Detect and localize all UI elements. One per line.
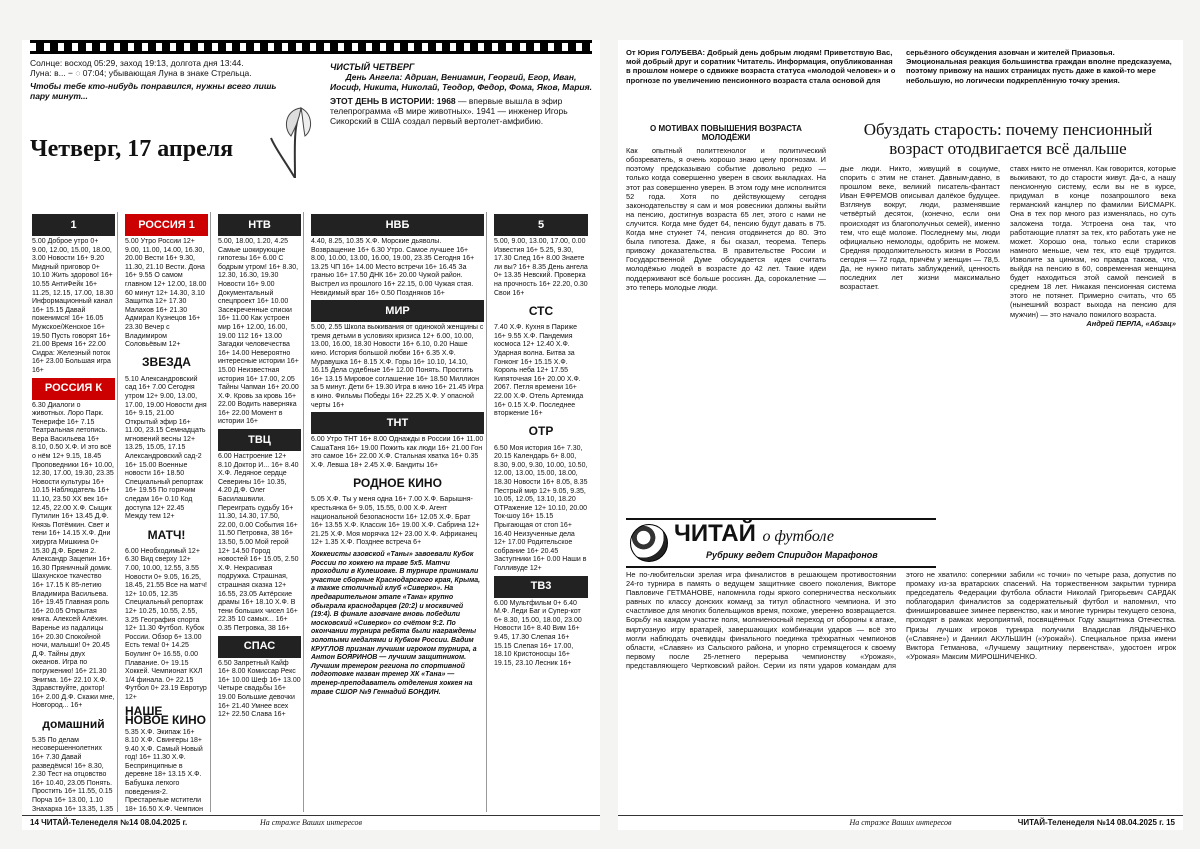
zvezda-logo: ЗВЕЗДА	[142, 355, 191, 370]
nashe-kino-logo: НАШЕ НОВОЕ КИНО	[125, 703, 206, 727]
nashe-kino-schedule: 5.35 Х.Ф. Экипаж 16+ 8.10 Х.Ф. Свингеры 18+ 9.40 Х.Ф. Самый Новый год! 16+ 11.30 Х.Ф. Беспринципные в деревне 18+ 13.15 Х.Ф. Бабушка легкого поведения-2. Престарелые мстители 18+ 16.50 Х.Ф. Чемпион	[125, 728, 203, 812]
pension-article	[626, 120, 1176, 520]
tv-grid	[30, 212, 592, 814]
rubric-chitai: ЧИТАЙ	[674, 520, 756, 547]
tvc-logo: ТВЦ	[218, 429, 301, 451]
tnt-schedule: 6.00 Утро ТНТ 16+ 8.00 Однажды в России 16+ 11.00 СашаТаня 16+ 19.00 Пожить как люди 16+ 21.00 Гон это самое 16+ 22.00 Х.Ф. Стальная хватка 16+ 0.35 Х.Ф. Левша 18+ 2.45 Х.Ф. Бандиты 16+	[311, 436, 484, 469]
article-column-1-text: Как опытный политтехнолог и политический обозреватель, я очень хорошо знаю цену прогнозам. И поэтому предсказываю событие довольно редко — только когда совершенно уверен в своих выкладках. На этот раз совершенно уверен. В этом году мне исполнится 52 года. Хотя по действующему сегодня законодательству я сам и моя ровесники должны выйти на пенсию, достигнув возраста 65 лет, этого с нами не случится. Когда мне будет 64, пенсию будут давать в 75. Когда мне стукнет 74, пенсия отодвинется до 80. Это была гипотеза. Даже, я бы сказал, теорема. Теперь привожу доказательства. В правительстве России и Государственной Думе обсуждается идея считать молодёжью людей в возрасте до 42 лет. Такие идеи поддерживают всё больше россиян. Да, сорокалетние — это теперь молодые люди.	[626, 146, 826, 292]
article-column-3	[1010, 164, 1176, 520]
zvezda-schedule: 5.10 Александровский сад 16+ 7.00 Сегодня утром 12+ 9.00, 13.00, 17.00, 19.00 Новости дня 16+ 9.15, 21.00 Открытый эфир 16+ 11.00, 23.15 Семнадцать мгновений весны 12+ 13.25, 15.05, 17.15 Александровский сад-2 16+ 15.00 Военные новости 16+ 18.50 Специальный репортаж 16+ 19.55 По горячим следам 16+ 0.10 Код доступа 12+ 22.45 Между тем 12+	[125, 375, 207, 521]
history-block	[330, 96, 592, 126]
russia-k-logo: РОССИЯ К	[32, 378, 115, 400]
rodnoe-kino-logo: РОДНОЕ КИНО	[353, 476, 442, 491]
ntv-logo: НТВ	[218, 214, 301, 236]
sts-schedule: 7.40 Х.Ф. Кухня в Париже 16+ 9.55 Х.Ф. Пандемия космоса 12+ 12.40 Х.Ф. Ударная волна. Битва за Гонконг 16+ 15.15 Х.Ф. Король неба 12+ 17.55 Кипяточная 16+ 20.00 Х.Ф. 2067. Петля времени 16+ 22.00 Х.Ф. Отель Артемида 16+ 0.15 Х.Ф. Последнее вторжение 16+	[494, 324, 584, 418]
rubric-title	[674, 520, 834, 548]
sts-logo: СТС	[528, 303, 554, 318]
match-logo: МАТЧ!	[147, 527, 186, 542]
moon-info: Луна: в... − ◌ 07:04; убывающая Луна в знаке Стрельца.	[30, 68, 252, 78]
history-title: ЭТОТ ДЕНЬ В ИСТОРИИ: 1968	[330, 96, 456, 106]
article-signature: Андрей ПЕРЛА, «Абзац»	[1086, 318, 1176, 328]
channel-1-schedule: 5.00 Доброе утро 0+ 9.00, 12.00, 15.00, 18.00, 3.00 Новости 16+ 9.20 Мидный приговор 0+ 10.10 Жить здорово! 16+ 10.55 АнтиФейк 16+ 11.25, 12.15, 17.00, 18.30 Информационный канал 16+ 15.15 Давай поженимся! 16+ 16.05 Мужское/Женское 16+ 19.50 Пусть говорят 16+ 21.00 Время 16+ 22.00 Сидра: Железный поток 16+ 23.00 Большая игра 16+	[32, 238, 114, 374]
article-headline: Обуздать старость: почему пенсионный возраст отодвигается всё дальше	[863, 120, 1153, 158]
tv-column-2	[123, 212, 211, 812]
snowdrop-icon	[265, 78, 325, 178]
film-strip	[30, 40, 592, 54]
astro-info	[30, 58, 280, 101]
article-subtitle: О МОТИВАХ ПОВЫШЕНИЯ ВОЗРАСТА МОЛОДЁЖИ	[650, 124, 802, 143]
sun-info: Солнце: восход 05:29, заход 19:13, долгота дня 13:44.	[30, 58, 244, 68]
article-column-1	[626, 120, 826, 520]
left-slogan: На страже Ваших интересов	[259, 818, 363, 827]
match-schedule: 6.00 Необходимый 12+ 6.30 Вид сверху 12+ 7.00, 10.00, 12.55, 3.55 Новости 0+ 9.05, 16.25, 18.45, 21.55 Все на матч! 12+ 10.05, 12.35 Специальный репортаж 12+ 10.25, 10.55, 2.55, 3.25 География спорта 12+ 11.30 Футбол. Кубок России. Обзор 6+ 13.00 Есть тема! 0+ 14.25 Боулинг 0+ 16.55, 0.00 Плавание. 0+ 19.15 Хоккей. Чемпионат КХЛ 1/4 финала. 0+ 22.15 Футбол 0+ 23.19 Евротур 12+	[125, 547, 207, 701]
tv-column-5	[492, 212, 590, 812]
channel-5-schedule: 5.00, 9.00, 13.00, 17.00, 0.00 Известия 16+ 5.25, 9.30, 17.30 След 16+ 8.00 Знаете ли вы? 16+ 8.35 День ангела 0+ 13.35 Невский. Проверка на прочность 16+ 22.20, 0.30 Свои 16+	[494, 238, 588, 297]
article-column-3-text: ставх никто не отменял. Как говорится, которые выживают, то до старости живут. Да-с, а нашу пенсионную систему, если вы не в курсе, придумал в конце позапрошлого века германский канцлер по фамилии БИСМАРК. Она в тех пор много раз изменялась, но суть заложена тогда. Устроена она так, что работающие платят за тех, кто работать уже не может. Хорошо она, только если стариков намного меньше, чем тех, кто ещё трудится. Изволите за цинизм, но правда такова, что, выйдя на пенсию в 60, современная женщина будет находиться этой самой пенсией в среднем 18 лет. Никакая пенсионная система этого не потянет. Примерно считать, что 65 (нынешний возраст выхода на пенсию для мужчин) — это начало пожилого возраста.	[1010, 164, 1176, 319]
tv-column-4	[309, 212, 487, 812]
spas-schedule: 6.50 Запретный Кайф 16+ 8.00 Комиссар Рекс 16+ 10.00 Шеф 16+ 13.00 Четыре свадьбы 16+ 19.00 Большие девочки 16+ 21.40 Умнее всех 12+ 22.50 Слава 16+	[218, 659, 301, 719]
rubric-subject: о футболе	[762, 528, 834, 545]
tv-column-3	[216, 212, 304, 812]
tvc-schedule: 6.00 Настроение 12+ 8.10 Доктор И... 16+ 8.40 Х.Ф. Ледяное сердце Северины 16+ 10.35, 4.20 Д.Ф. Олег Басилашвили. Переиграть судьбу 16+ 11.30, 14.30, 17.50, 22.00, 0.00 События 16+ 11.50 Петровка, 38 16+ 13.50, 5.00 Мой герой 12+ 14.50 Город новостей 16+ 15.05, 2.50 Х.Ф. Некрасивая подружка. Страшная, страшная сказка 12+ 16.55, 23.05 Актёрские драмы 16+ 18.10 Х.Ф. В тени больших чисел 16+ 22.35 10 самых... 16+ 0.35 Петровка, 38 16+	[218, 453, 299, 632]
angel-day	[330, 62, 592, 126]
channel-1-logo: 1	[32, 214, 115, 236]
right-footer	[618, 815, 1183, 830]
football-icon	[630, 524, 668, 562]
nvb-logo: НВБ	[311, 214, 484, 236]
rubric-author: Рубрику ведет Спиридон Марафонов	[706, 550, 878, 560]
angel-names: День Ангела: Адриан, Вениамин, Георгий, Егор, Иван, Иосиф, Никита, Николай, Теодор, Федор, Фома, Яков, Мария.	[330, 72, 592, 92]
football-article: Не по-любительски зрелая игра финалистов в решающем противостоянии 24-го турнира в память о ведущем защитнике своего поколения, Викторе Павловиче ГЕТМАНОВЕ, напомнила годы яркого соперничества нескольких равных по классу донских команд за титул областного чемпиона. И это счастливое для многих болельщиков время, похоже, уверенно возвращается. Борьбу на каждом участке поля, молниеносный переход от обороны к атаке, виртуозную игру вратарей, завершающих комбинации ударов — всё это могли наблюдать очевидцы финального поединка трёхкратных чемпионов области, «Славян» из Сальского района, и упорно стремящегося к своему первому после 25-летнего перерыва чемпионству «Урожая», представляющего Чертковский район. Серии из пяти ударов командам для этого не хватило: соперники забили «с точки» по четыре раза, допустив по промаху из-за вратарских спасений. На торжественном закрытии турнира председатель Федерации футбола области Николай Григорьевич САРДАК поблагодарил финалистов за содержательный футбол и напомнил, что финишировавшее зимнее первенство, как и многие турниры текущего сезона, проходят в рамках мероприятий, посвящённых Году защитника Отечества. Призы лучших игроков турнира получили Владислав ЛЯДЫЧЕНКО («Славяне») и Даниил АКУЛЬШИН («Урожай»). Специальное приза имени Виктора Гетманова, «Лучшему защитнику первенства», удостоен игрок «Урожая» Максим МИРОШНИЧЕНКО.	[626, 570, 1176, 670]
russia-k-schedule: 6.30 Диалоги о животных. Лоро Парк. Тенерифе 16+ 7.15 Театральная летопись. Вера Васильева 16+ 8.10, 0.50 Х.Ф. И это всё о нём 12+ 9.15, 18.45 Проповедники 16+ 10.00, 12.30, 17.00, 19.30, 23.35 Новости культуры 16+ 10.15 Наблюдатель 16+ 11.10, 23.50 ХХ век 16+ 12.45, 22.00 Х.Ф. Сыщик Путилин 16+ 13.45 Д.Ф. Князь Потёмкин. Свет и тени 16+ 14.15 Х.Ф. Дни хирурга Мишкина 0+ 15.30 Д.Ф. Бремя 2. Александр Зацепин 16+ 16.30 Пряничный домик. Шахунское ткачество 16+ 17.15 К 85-летию Владимира Васильева. 16+ 19.45 Главная роль 16+ 20.05 Открытая книга. Алексей Алёхин. Варенье из падалицы 16+ 20.30 Спокойной ночи, малыши! 0+ 20.45 Д.Ф. Тайны двух океанов. Игра по погружению! 16+ 21.30 Энигма. 16+ 22.10 Х.Ф. Здравствуйте, доктор! 16+ 2.00 Д.Ф. Скажи мне, Новгород... 16+	[32, 401, 115, 710]
right-folio: ЧИТАЙ-Теленеделя №14 08.04.2025 г. 15	[1017, 818, 1175, 827]
right-page	[618, 40, 1183, 830]
daily-quote: Чтобы тебе кто-нибудь понравился, нужны всего лишь пару минут...	[30, 81, 277, 101]
day-title: Четверг, 17 апреля	[30, 136, 234, 162]
editor-intro: От Юрия ГОЛУБЕВА: Добрый день добрым людям! Приветствую Вас, мой добрый друг и соратник Читатель. Информация, опубликованная в прошлом номере о сдвижке возраста статуса «молодой человек» и о прогнозе по увеличению пенсионного возраста стала основой для серьёзного обсуждения азовчан и жителей Приазовья. Эмоциональная реакция большинства граждан вполне предсказуема, поэтому привожу на наших страницах пусть даже в какой-то мере небольшую, но логически подкреплённую точку зрения.	[626, 48, 1172, 85]
tnt-logo: ТНТ	[311, 412, 484, 434]
mir-schedule: 5.00, 2.55 Школа выживания от одинокой женщины с тремя детьми в условиях кризиса 12+ 6.00, 10.00, 13.00, 16.00, 18.30 Новости 16+ 6.10, 0.20 Наше кино. История большой любви 16+ 6.35 Х.Ф. Муравушка 16+ 8.15 Х.Ф. Горы 16+ 10.10, 14.10, 16.15 Дела судебные 16+ 12.00 Понять. Простить 16+ 13.15 Мировое соглашение 16+ 18.50 Миллион за 5 минут. Дети 6+ 19.30 Игра в кино 16+ 21.45 Игра в кино. Фильмы Победы 16+ 22.25 Х.Ф. У опасной черты 16+	[311, 324, 484, 409]
domashny-logo: домашний	[42, 716, 105, 731]
day-header	[30, 58, 592, 208]
hockey-news: Хоккеисты азовской «Таны» завоевали Кубок России по хоккею на траве 5х5. Матчи проходили в Кулешовке. В турнире принимали участие сборные Краснодарского края, Крыма, а также столичный клуб «Сиверко». На предварительном этапе «Тана» крупно обыграла краснодарцев (20:2) и москвичей (19:4). В финале азовчане вновь победили московский «Сиверко» со счётом 9:2. По окончании турнира ребята были награждены золотыми медалями и Кубком России. Вадим КРУГЛОВ признан лучшим игроком турнира, а Антон БОЯРИНОВ — лучшим защитником. Лучшим тренером региона по спортивной подготовке назван тренер ХК «Тана» — тренер-преподаватель отделения хоккея на траве СШОР №9 Геннадий БОНДИН.	[311, 551, 481, 696]
otr-logo: ОТР	[528, 424, 554, 439]
channel-5-logo: 5	[494, 214, 588, 236]
article-column-2: дые люди. Никто, живущий в социуме, спорить с этим не станет. Давным-давно, в прошлом веке, великий писатель-фантаст Иван ЕФРЕМОВ описывал далёкое будущее. Взглянув вокруг, люди, разменявшие четвёртый десяток, (конечно, если они происходят из благополучных семей), именно тем, что ещё моложе. Последнему мы, люди официально немолоды, одобрить не можем. Средняя продолжительность жизни в России сегодня — 72 года, причём у женщин — 78,5. Да, не нужно питать заблуждений, ценность последних лет жизни максимально возрастает.	[840, 164, 1000, 292]
tv3-logo: ТВ3	[494, 576, 588, 598]
domashny-schedule: 5.35 По делам несовершеннолетних 16+ 7.30 Давай разведёмся! 16+ 8.30, 2.30 Тест на отцовство 16+ 10.40, 23.05 Понять. Простить 16+ 11.55, 0.15 Порча 16+ 13.00, 1.10 Знахарка 16+ 13.35, 1.35	[32, 736, 114, 812]
russia-1-schedule: 5.00 Утро России 12+ 9.00, 11.00, 14.00, 16.30, 20.00 Вести 16+ 9.30, 11.30, 21.10 Вести. Дона 16+ 9.55 О самом главном 12+ 12.00, 18.00 60 минут 12+ 14.30, 3.10 Защитка 12+ 17.30 Малахов 16+ 21.30 Адмирал Кузнецов 16+ 23.30 Вечер с Владимиром Соловьёвым 12+	[125, 238, 207, 349]
ntv-schedule: 5.00, 18.00, 1.20, 4.25 Самые шокирующие гипотезы 16+ 6.00 С бодрым утром! 16+ 8.30, 12.30, 16.30, 19.30 Новости 16+ 9.00 Документальный спецпроект 16+ 10.00 Засекреченные списки 16+ 11.00 Как устроен мир 16+ 12.00, 16.00, 19.00 112 16+ 13.00 Загадки человечества 16+ 14.00 Невероятно интересные истории 16+ 15.00 Неизвестная история 16+ 17.00, 2.05 Тайны Чапман 16+ 20.00 Х.Ф. Кровь за кровь 16+ 22.00 Водить наверняка 16+ 22.00 Момент в истории 16+	[218, 238, 299, 426]
spas-logo: СПАС	[218, 636, 301, 658]
otr-schedule: 6.50 Моя история 16+ 7.30, 20.15 Календарь 6+ 8.00, 8.30, 9.00, 9.30, 10.00, 10.50, 12.00, 13.00, 15.00, 18.00, 18.30 Новости 16+ 8.05, 8.35 Пестрый мир 12+ 9.05, 9.35, 10.05, 12.05, 13.10, 18.20 ОТРажение 12+ 10.10, 20.00 Ток-шоу 16+ 15.15 Прыгающая от стоп 16+ 16.40 Неизученные дела 12+ 17.00 Родительское собрание 16+ 20.45 Заступники 16+ 0.00 Наши в Голливуде 12+	[494, 444, 588, 572]
left-page	[22, 40, 600, 830]
football-rubric	[626, 518, 936, 568]
left-footer	[22, 815, 600, 830]
mir-logo: МИР	[311, 300, 484, 322]
russia-1-logo: РОССИЯ 1	[125, 214, 208, 236]
nvb-schedule: 4.40, 8.25, 10.35 Х.Ф. Морские дьяволы. Возвращение 16+ 6.30 Утро. Самое лучшее 16+ 8.00, 10.00, 13.00, 16.00, 19.00, 23.35 Сегодня 16+ 13.25 ЧП 16+ 14.00 Место встречи 16+ 16.45 За гранью 16+ 17.50 ДНК 16+ 20.00 Чужой район. Выстрел из прошлого 16+ 22.15, 0.00 Чужая стая. Невидимый враг 16+ 0.50 Поздняков 16+	[311, 238, 475, 297]
tv-column-1	[30, 212, 118, 812]
right-slogan: На страже Ваших интересов	[849, 818, 952, 827]
angel-title: ЧИСТЫЙ ЧЕТВЕРГ	[330, 62, 415, 72]
left-folio: 14 ЧИТАЙ-Теленеделя №14 08.04.2025 г.	[30, 818, 188, 827]
history-text: — впервые вышла в эфир телепрограмма «В мире животных». 1941 — инженер Игорь Сикорский в США создал первый вертолет-амфибию.	[330, 96, 568, 126]
rodnoe-kino-schedule: 5.05 Х.Ф. Ты у меня одна 16+ 7.00 Х.Ф. Барышня-крестьянка 6+ 9.05, 15.55, 0.00 Х.Ф. Агент национальной безопасности 16+ 12.05 Х.Ф. Брат 16+ 13.55 Х.Ф. Классик 16+ 19.00 Х.Ф. Сабрина 12+ 21.25 Х.Ф. Моя морячка 12+ 23.00 Х.Ф. Африканец 12+ 1.35 Х.Ф. Позднее встреча 6+	[311, 496, 480, 547]
tv3-schedule: 6.00 Мультфильм 0+ 6.40 М.Ф. Леди Баг и Супер-кот 6+ 8.30, 15.00, 18.00, 23.00 Новости 16+ 8.40 Вим 16+ 9.45, 17.30 Слепая 16+ 15.15 Слепая 16+ 17.00, 18.10 Кристоносцы 16+ 19.15, 23.10 Лесник 16+	[494, 599, 582, 667]
